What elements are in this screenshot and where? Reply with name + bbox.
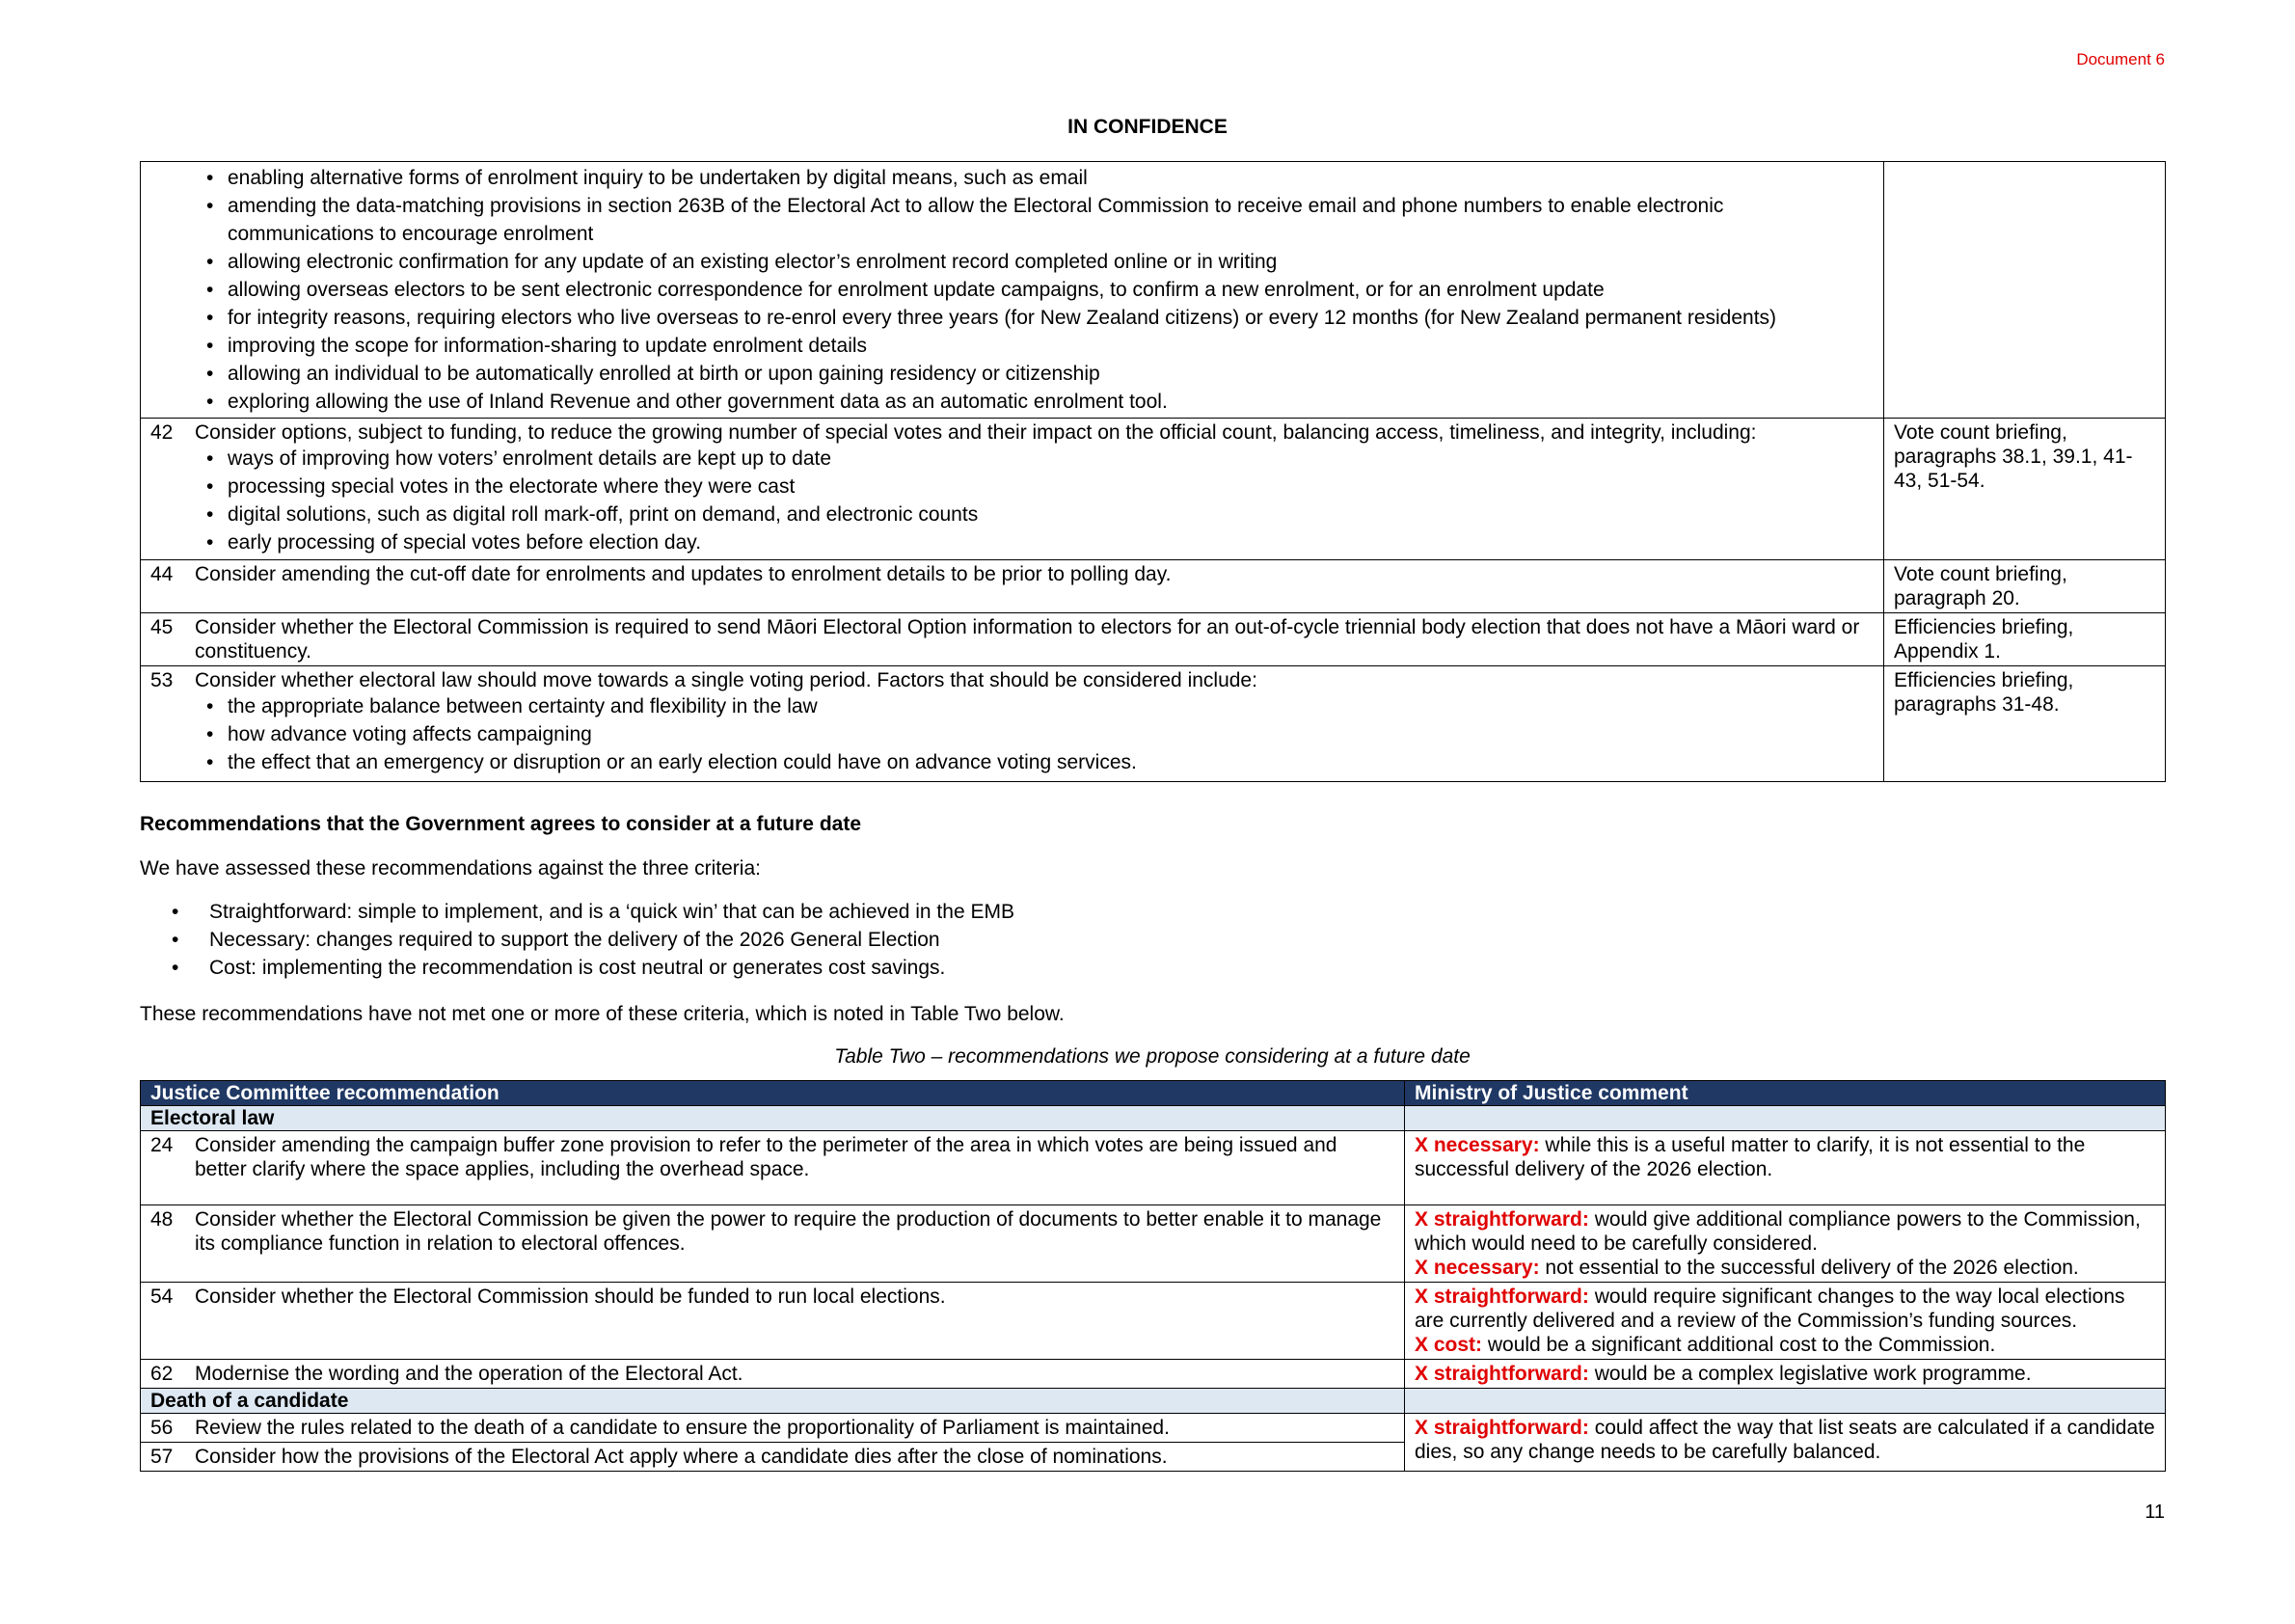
rec-text: Modernise the wording and the operation of the Electoral Act. (195, 1363, 743, 1385)
bullet-item: • allowing an individual to be automatically enrolled at birth or upon gaining residency or citizenship (195, 360, 1874, 388)
criteria-item: • Necessary: changes required to support the delivery of the 2026 General Election (140, 926, 2165, 954)
criterion-flag: X straightforward: (1415, 1208, 1589, 1231)
bullet-item: • allowing overseas electors to be sent electronic correspondence for enrolment update campaigns, to confirm a new enrolment, or for an enrolment update (195, 276, 1874, 304)
comment-text: would be a significant additional cost to the Commission. (1482, 1334, 1996, 1356)
col-header-comment: Ministry of Justice comment (1405, 1081, 2166, 1106)
table-header-row (141, 1081, 2166, 1106)
bullet-list (150, 692, 1874, 776)
rec-text: Consider amending the cut-off date for enrolments and updates to enrolment details to be prior to polling day. (195, 563, 1172, 585)
table-row (141, 162, 2166, 419)
bullet-item: • how advance voting affects campaigning (195, 720, 1874, 748)
reference-cell (1884, 162, 2166, 419)
rec-text: Consider whether the Electoral Commission is required to send Māori Electoral Option information to electors for an out-of-cycle triennial body election that does not have a Māori ward or constituency. (195, 616, 1860, 663)
rec-number: 45 (150, 616, 174, 638)
recommendation-cell (141, 666, 1884, 782)
rec-text: Consider whether electoral law should move towards a single voting period. Factors that should be considered include: (195, 669, 1257, 691)
rec-number: 53 (150, 669, 174, 691)
intro-paragraph: We have assessed these recommendations against the three criteria: (140, 857, 761, 880)
table-row (141, 1283, 2166, 1360)
table-row (141, 1205, 2166, 1283)
table-two (140, 1080, 2166, 1472)
rec-number: 54 (150, 1286, 174, 1308)
reference-cell: Vote count briefing, paragraph 20. (1884, 560, 2166, 613)
criteria-list (140, 898, 2165, 982)
section-blank (1405, 1106, 2166, 1131)
reference-cell: Efficiencies briefing, Appendix 1. (1884, 613, 2166, 666)
table-row (141, 1131, 2166, 1205)
recommendation-cell (141, 613, 1884, 666)
bullet-item: • digital solutions, such as digital roll mark-off, print on demand, and electronic counts (195, 501, 1874, 528)
classification-header: IN CONFIDENCE (1067, 116, 1228, 138)
col-header-recommendation: Justice Committee recommendation (141, 1081, 1405, 1106)
criterion-flag: X necessary: (1415, 1257, 1540, 1279)
section-row (141, 1106, 2166, 1131)
bullet-list (150, 164, 1874, 416)
document-label: Document 6 (2076, 50, 2165, 68)
comment-text: could affect the way that list seats are calculated if a candidate dies, so any change needs to be carefully balanced. (1415, 1417, 2155, 1463)
comment-text: would require significant changes to the way local elections are currently delivered and a review of the Commission’s funding sources. (1415, 1286, 2125, 1332)
rec-text: Consider amending the campaign buffer zone provision to refer to the perimeter of the area in which votes are being issued and better clarify where the space applies, including the overhead space. (195, 1134, 1337, 1180)
table-row (141, 560, 2166, 613)
criterion-flag: X straightforward: (1415, 1286, 1589, 1308)
comment-text: would be a complex legislative work programme. (1588, 1363, 2032, 1385)
reference-cell: Efficiencies briefing, paragraphs 31-48. (1884, 666, 2166, 782)
bullet-item: • processing special votes in the electorate where they were cast (195, 473, 1874, 501)
reference-cell: Vote count briefing, paragraphs 38.1, 39.1, 41-43, 51-54. (1884, 419, 2166, 560)
comment-text: while this is a useful matter to clarify, it is not essential to the successful delivery of the 2026 election. (1415, 1134, 2086, 1180)
bullet-item: • exploring allowing the use of Inland Revenue and other government data as an automatic enrolment tool. (195, 388, 1874, 416)
page-content (140, 161, 2165, 1472)
recommendation-cell (141, 419, 1884, 560)
rec-number: 48 (150, 1208, 174, 1231)
criteria-item: • Cost: implementing the recommendation is cost neutral or generates cost savings. (140, 954, 2165, 982)
rec-number: 57 (150, 1446, 174, 1468)
table-one (140, 161, 2166, 782)
criteria-item: • Straightforward: simple to implement, and is a ‘quick win’ that can be achieved in the EMB (140, 898, 2165, 926)
section-label: Death of a candidate (141, 1389, 1405, 1414)
bullet-item: • ways of improving how voters’ enrolment details are kept up to date (195, 445, 1874, 473)
criterion-flag: X straightforward: (1415, 1417, 1589, 1439)
comment-text: not essential to the successful delivery of the 2026 election. (1539, 1257, 2079, 1279)
bullet-item: • amending the data-matching provisions in section 263B of the Electoral Act to allow the Electoral Commission to receive email and phone numbers to enable electronic communications to encourage enrolment (195, 192, 1874, 248)
section-heading: Recommendations that the Government agrees to consider at a future date (140, 813, 861, 835)
table-row (141, 419, 2166, 560)
after-paragraph: These recommendations have not met one or more of these criteria, which is noted in Table Two below. (140, 1003, 1065, 1025)
rec-number: 24 (150, 1134, 174, 1156)
table-row (141, 1360, 2166, 1389)
rec-number: 42 (150, 421, 174, 444)
section-row (141, 1389, 2166, 1414)
recommendation-cell (141, 560, 1884, 613)
rec-text: Consider whether the Electoral Commission should be funded to run local elections. (195, 1286, 946, 1308)
rec-text: Consider whether the Electoral Commission be given the power to require the production of documents to better enable it to manage its compliance function in relation to electoral offences. (195, 1208, 1382, 1255)
bullet-item: • early processing of special votes before election day. (195, 528, 1874, 556)
bullet-list (150, 445, 1874, 556)
criterion-flag: X straightforward: (1415, 1363, 1589, 1385)
bullet-item: • the appropriate balance between certainty and flexibility in the law (195, 692, 1874, 720)
rec-text: Consider options, subject to funding, to reduce the growing number of special votes and their impact on the official count, balancing access, timeliness, and integrity, including: (195, 421, 1757, 444)
bullet-item: • improving the scope for information-sharing to update enrolment details (195, 332, 1874, 360)
criterion-flag: X necessary: (1415, 1134, 1540, 1156)
bullet-item: • allowing electronic confirmation for any update of an existing elector’s enrolment record completed online or in writing (195, 248, 1874, 276)
bullet-item: • enabling alternative forms of enrolment inquiry to be undertaken by digital means, such as email (195, 164, 1874, 192)
rec-text: Consider how the provisions of the Electoral Act apply where a candidate dies after the close of nominations. (195, 1446, 1168, 1468)
table-row (141, 666, 2166, 782)
section-label: Electoral law (141, 1106, 1405, 1131)
rec-number: 62 (150, 1363, 174, 1385)
bullet-item: • the effect that an emergency or disruption or an early election could have on advance voting services. (195, 748, 1874, 776)
recommendation-cell (141, 162, 1884, 419)
table-caption: Table Two – recommendations we propose considering at a future date (834, 1045, 1471, 1068)
page-number: 11 (2145, 1502, 2165, 1523)
rec-text: Review the rules related to the death of a candidate to ensure the proportionality of Parliament is maintained. (195, 1417, 1170, 1439)
criterion-flag: X cost: (1415, 1334, 1483, 1356)
rec-number: 56 (150, 1417, 174, 1439)
table-row (141, 1414, 2166, 1443)
comment-text: would give additional compliance powers to the Commission, which would need to be carefully considered. (1415, 1208, 2141, 1255)
table-row (141, 613, 2166, 666)
rec-number: 44 (150, 563, 174, 585)
section-blank (1405, 1389, 2166, 1414)
bullet-item: • for integrity reasons, requiring electors who live overseas to re-enrol every three years (for New Zealand citizens) or every 12 months (for New Zealand permanent residents) (195, 304, 1874, 332)
